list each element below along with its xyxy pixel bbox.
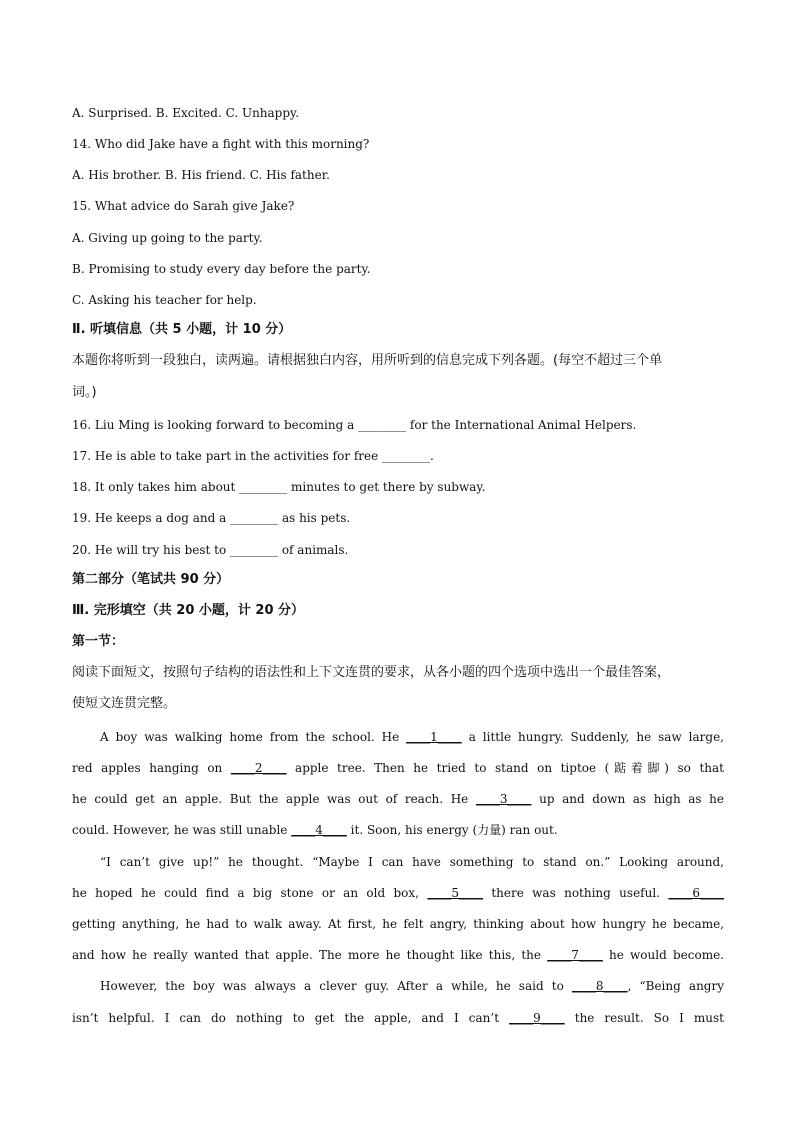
- passage-line-6: he hoped he could find a big stone or an old box, ____5____ there was nothing useful. ____6____: [72, 886, 724, 900]
- cloze-blank-7: ____7____: [547, 948, 603, 962]
- section-3-instruction-line2: 使短文连贯完整。: [72, 696, 177, 711]
- section-3-heading: Ⅲ. 完形填空（共 20 小题，计 20 分）: [72, 603, 305, 618]
- passage-line-4: could. However, he was still unable ____4____ it. Soon, his energy (力量) ran out.: [72, 823, 558, 837]
- q13-options: A. Surprised. B. Excited. C. Unhappy.: [72, 106, 300, 120]
- section-2-heading: Ⅱ. 听填信息（共 5 小题，计 10 分）: [72, 322, 292, 337]
- question-19: 19. He keeps a dog and a ________ as his pets.: [72, 511, 351, 525]
- section-3-instruction-line1: 阅读下面短文，按照句子结构的语法性和上下文连贯的要求，从各小题的四个选项中选出一个最佳答案，: [72, 665, 671, 680]
- section-3-subheading: 第一节：: [72, 634, 125, 649]
- q15-option-a: A. Giving up going to the party.: [72, 231, 263, 245]
- q14-options: A. His brother. B. His friend. C. His father.: [72, 168, 330, 182]
- cloze-blank-3: ____3____: [475, 792, 532, 806]
- question-18: 18. It only takes him about ________ minutes to get there by subway.: [72, 480, 486, 494]
- passage-line-2: red apples hanging on ____2____ apple tree. Then he tried to stand on tiptoe (踮着脚) so that: [72, 761, 724, 775]
- cloze-blank-5: ____5____: [427, 886, 483, 900]
- cloze-blank-4: ____4____: [291, 823, 347, 837]
- question-16: 16. Liu Ming is looking forward to becoming a ________ for the International Animal Helpers.: [72, 418, 637, 432]
- cloze-blank-9: ____9____: [509, 1011, 565, 1025]
- cloze-blank-6: ____6____: [668, 886, 724, 900]
- passage-line-3: he could get an apple. But the apple was out of reach. He ____3____ up and down as high as he: [72, 792, 725, 806]
- question-14: 14. Who did Jake have a fight with this morning?: [72, 137, 370, 151]
- passage-line-7: getting anything, he had to walk away. At first, he felt angry, thinking about how hungry he became,: [72, 917, 724, 931]
- question-15: 15. What advice do Sarah give Jake?: [72, 199, 295, 213]
- q15-option-c: C. Asking his teacher for help.: [72, 293, 257, 307]
- passage-line-10: isn’t helpful. I can do nothing to get the apple, and I can’t ____9____ the result. So I must: [72, 1011, 725, 1025]
- part-2-heading: 第二部分（笔试共 90 分）: [72, 572, 230, 587]
- question-20: 20. He will try his best to ________ of animals.: [72, 543, 349, 557]
- cloze-blank-2: ____2____: [230, 761, 287, 775]
- passage-line-9: However, the boy was always a clever guy. After a while, he said to ____8____, “Being angry: [100, 979, 724, 993]
- section-2-instruction-line2: 词。): [72, 385, 97, 400]
- cloze-blank-8: ____8____: [571, 979, 628, 993]
- passage-line-8: and how he really wanted that apple. The more he thought like this, the ____7____ he would become.: [72, 948, 724, 962]
- q15-option-b: B. Promising to study every day before the party.: [72, 262, 371, 276]
- cloze-blank-1: ____1____: [406, 730, 462, 744]
- passage-line-5: “I can’t give up!” he thought. “Maybe I can have something to stand on.” Looking around,: [100, 855, 724, 869]
- passage-line-1: A boy was walking home from the school. He ____1____ a little hungry. Suddenly, he saw large,: [100, 730, 724, 744]
- question-17: 17. He is able to take part in the activities for free ________.: [72, 449, 434, 463]
- section-2-instruction-line1: 本题你将听到一段独白，读两遍。请根据独白内容，用所听到的信息完成下列各题。(每空不超过三个单: [72, 353, 663, 368]
